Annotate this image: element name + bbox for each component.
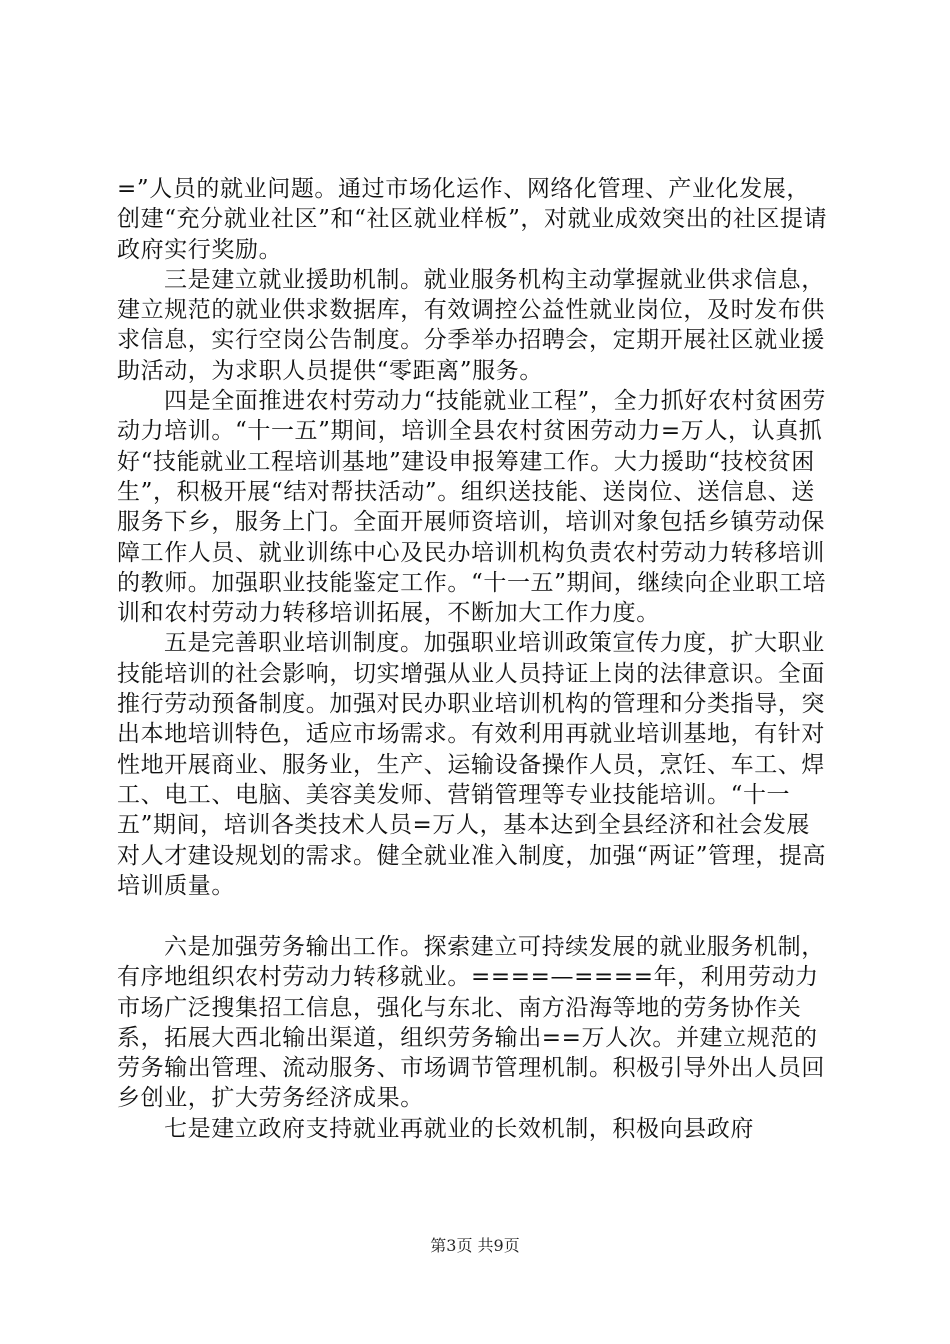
paragraph-employment-continuation: =”人员的就业问题。通过市场化运作、网络化管理、产业化发展，创建“充分就业社区”和“社区就业样板”，对就业成效突出的社区提请政府实行奖励。 [117,176,828,263]
paragraph-rural-labor-skills: 四是全面推进农村劳动力“技能就业工程”，全力抓好农村贫困劳动力培训。“十一五”期间，培训全县农村贫困劳动力=万人，认真抓好“技能就业工程培训基地”建设申报筹建工作。大力援助“技校贫困生”，积极开展“结对帮扶活动”。组织送技能、送岗位、送信息、送服务下乡，服务上门。全面开展师资培训，培训对象包括乡镇劳动保障工作人员、就业训练中心及民办培训机构负责农村劳动力转移培训的教师。加强职业技能鉴定工作。“十一五”期间，继续向企业职工培训和农村劳动力转移培训拓展，不断加大工作力度。 [117,388,827,627]
paragraph-government-support: 七是建立政府支持就业再就业的长效机制，积极向县政府 [164,1115,754,1142]
body-text-block-1 [117,174,833,901]
paragraph-employment-assistance: 三是建立就业援助机制。就业服务机构主动掌握就业供求信息，建立规范的就业供求数据库，有效调控公益性就业岗位，及时发布供求信息，实行空岗公告制度。分季举办招聘会，定期开展社区就业援助活动，为求职人员提供“零距离”服务。 [117,266,825,384]
paragraph-labor-export: 六是加强劳务输出工作。探索建立可持续发展的就业服务机制，有序地组织农村劳动力转移就业。====—====年，利用劳动力市场广泛搜集招工信息，强化与东北、南方沿海等地的劳务协作关系，拓展大西北输出渠道，组织劳务输出==万人次。并建立规范的劳务输出管理、流动服务、市场调节管理机制。积极引导外出人员回乡创业，扩大劳务经济成果。 [117,934,825,1112]
paragraph-vocational-training: 五是完善职业培训制度。加强职业培训政策宣传力度，扩大职业技能培训的社会影响，切实增强从业人员持证上岗的法律意识。全面推行劳动预备制度。加强对民办职业培训机构的管理和分类指导，突出本地培训特色，适应市场需求。有效利用再就业培训基地，有针对性地开展商业、服务业，生产、运输设备操作人员，烹饪、车工、焊工、电工、电脑、美容美发师、营销管理等专业技能培训。“十一五”期间，培训各类技术人员=万人，基本达到全县经济和社会发展对人才建设规划的需求。健全就业准入制度，加强“两证”管理，提高培训质量。 [117,630,827,899]
page-number-footer: 第3页 共9页 [430,1236,520,1255]
body-text-block-2 [117,932,833,1144]
